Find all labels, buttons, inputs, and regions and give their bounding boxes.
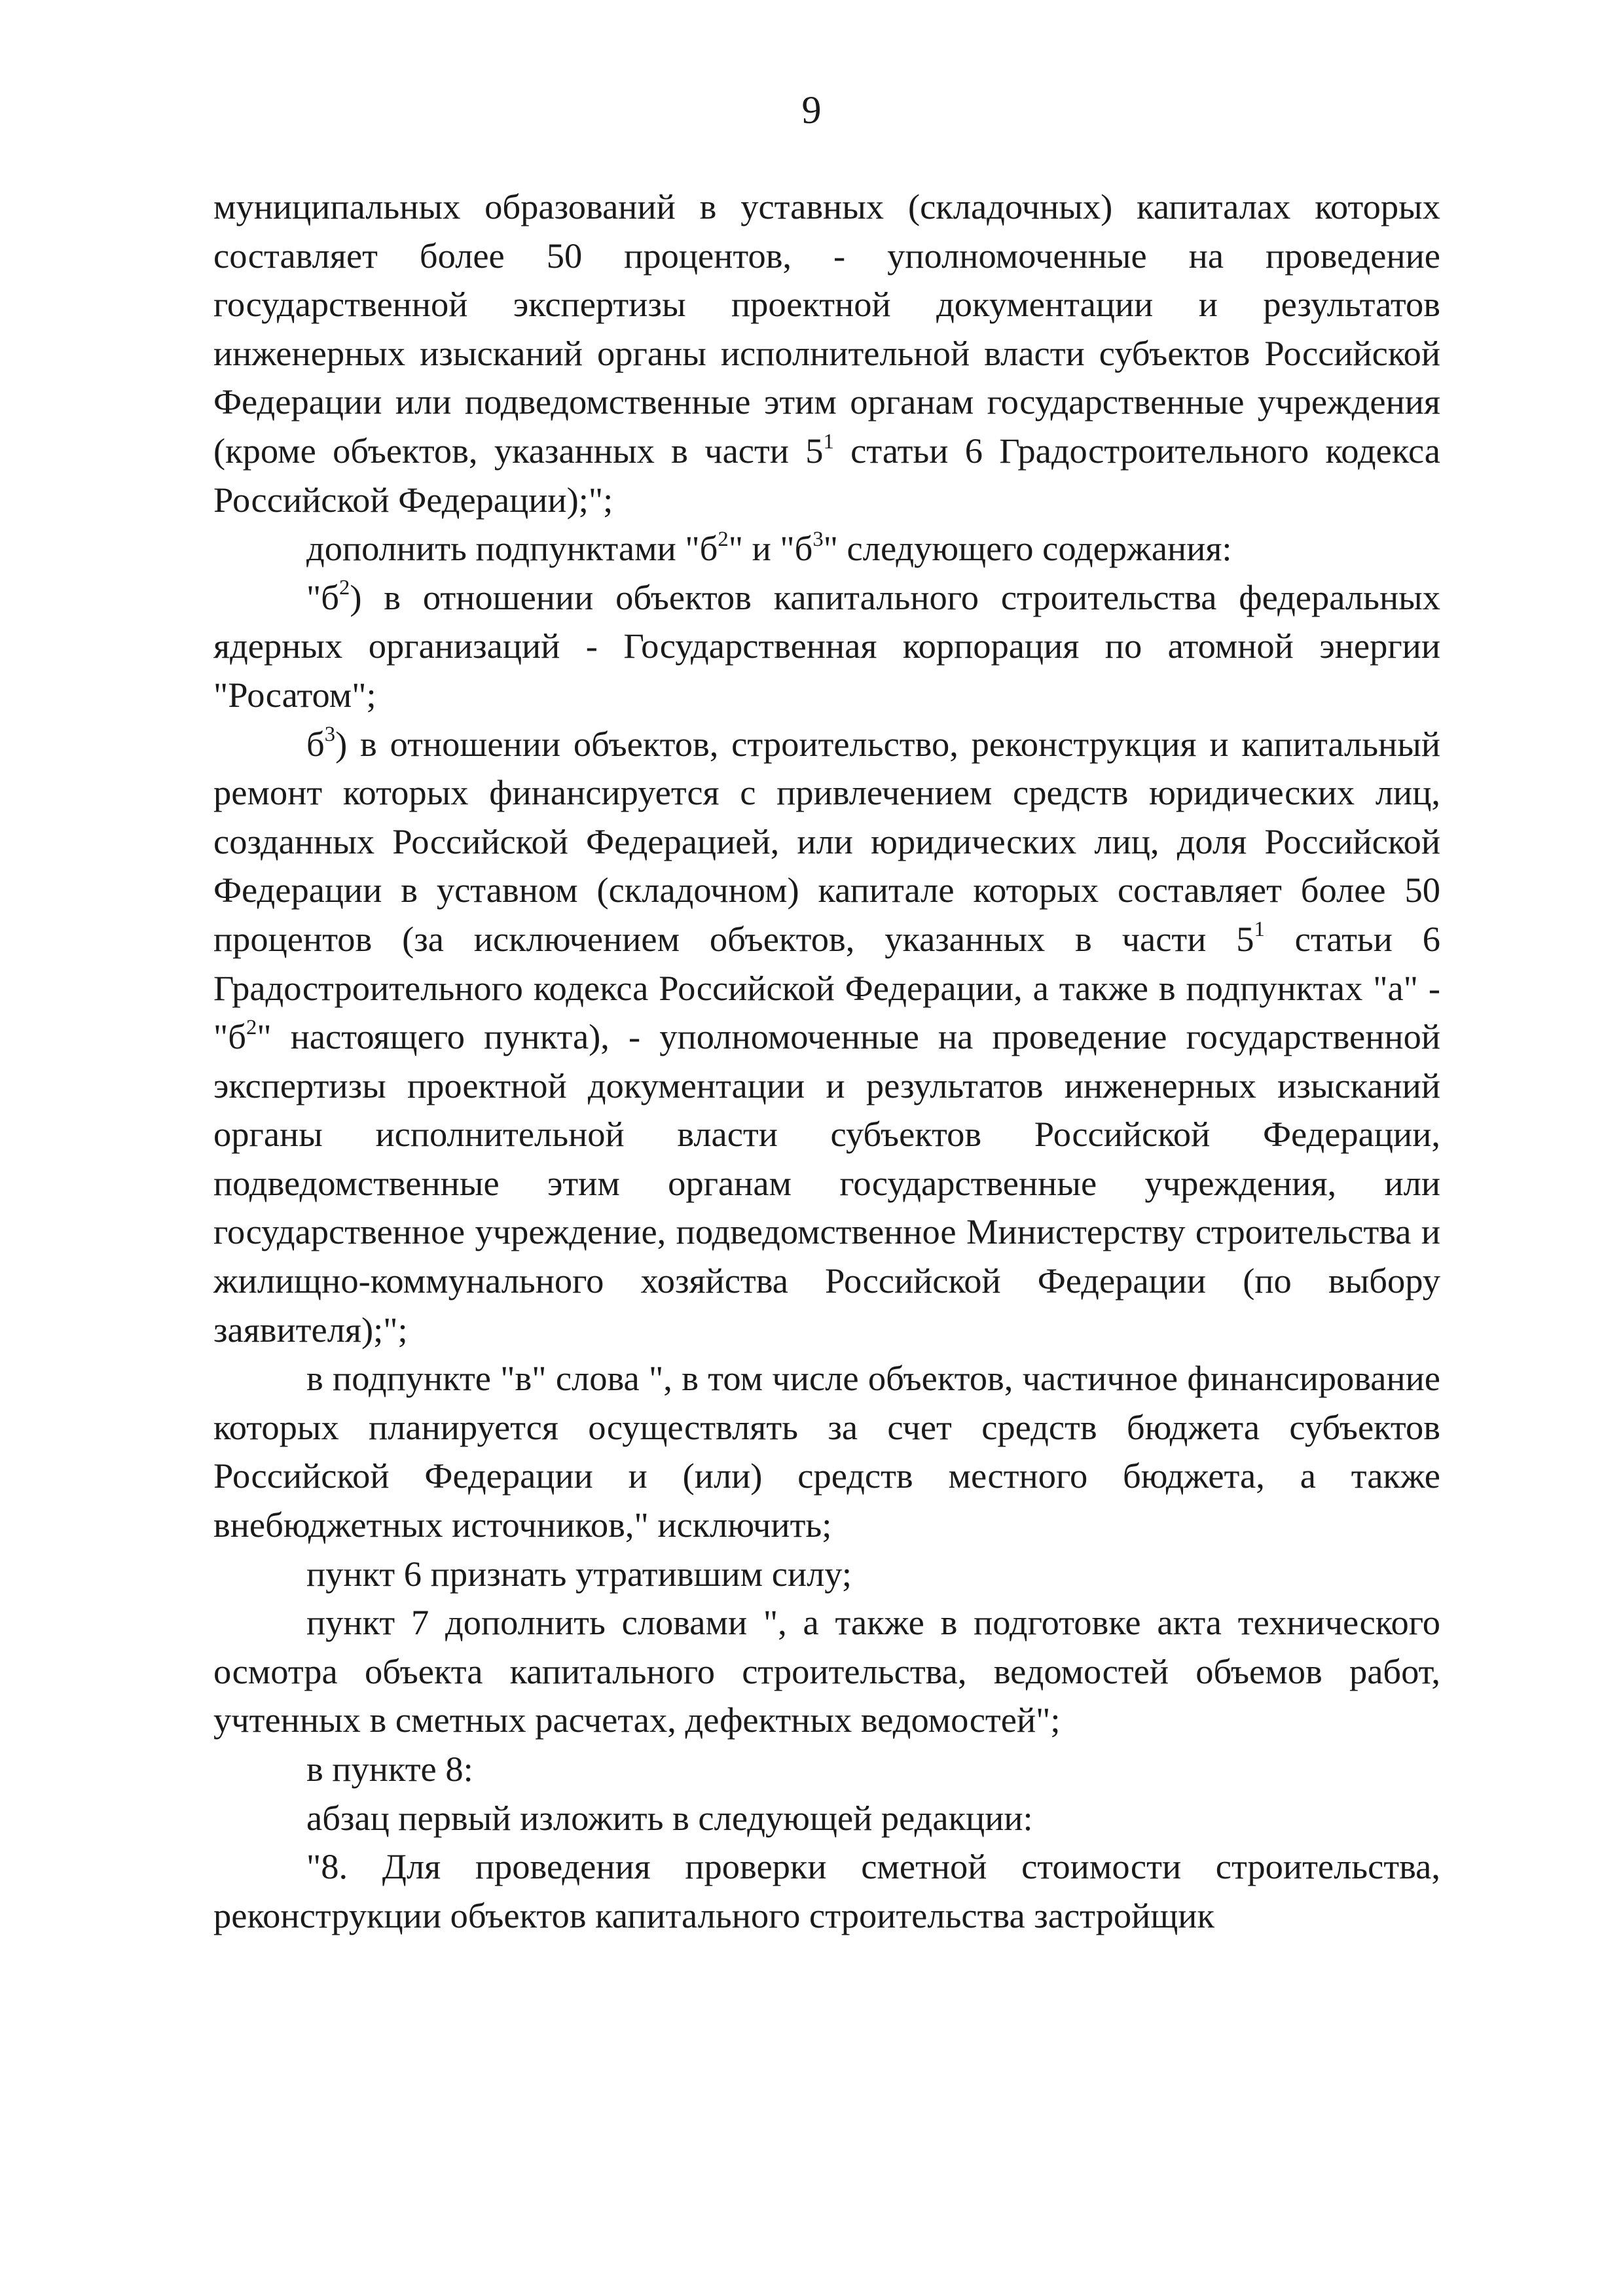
page-number: 9: [801, 88, 822, 132]
text-segment: ) в отношении объектов капитального строительства федеральных ядерных организаций - Государственная корпорация по атомной энергии "Росатом";: [213, 577, 1440, 715]
paragraph-9: абзац первый изложить в следующей редакции:: [306, 1797, 1033, 1838]
superscript: 3: [812, 527, 824, 551]
paragraph-1-end: статьи 6 Градостроительного кодекса Российской Федерации);";: [213, 430, 1440, 520]
text-segment: " следующего содержания:: [823, 528, 1232, 569]
superscript: 2: [338, 576, 350, 600]
paragraph-1-text: муниципальных образований в уставных (складочных) капиталах которых составляет более 50 процентов, - уполномоченные на проведение государственной экспертизы проектной документации и результатов инженерных изысканий органы исполнительной власти субъектов Российской Федерации или подведомственные этим органам государственные учреждения (кроме объектов, указанных в части 5: [213, 187, 1440, 471]
paragraph-1: [213, 183, 1440, 524]
text-segment: статьи 6 Градостроительного кодекса Российской Федерации, а также в подпунктах "а" - "б: [213, 918, 1440, 1057]
superscript: 1: [1254, 918, 1265, 942]
paragraph-8: в пункте 8:: [306, 1749, 473, 1789]
superscript: 3: [324, 723, 336, 747]
text-segment: " настоящего пункта), - уполномоченные на проведение государственной экспертизы проектной документации и результатов инженерных изысканий органы исполнительной власти субъектов Российской Федерации, подведомственные этим органам государственные учреждения, или государственное учреждение, подведомственное Министерству строительства и жилищно-коммунального хозяйства Российской Федерации (по выбору заявителя);";: [213, 1016, 1440, 1350]
paragraph-3: [213, 573, 1440, 720]
superscript: 1: [823, 429, 834, 454]
text-segment: б: [306, 723, 325, 764]
text-segment: ) в отношении объектов, строительство, реконструкция и капитальный ремонт которых финансируется с привлечением средств юридических лиц, созданных Российской Федерацией, или юридических лиц, доля Российской Федерации в уставном (складочном) капитале которых составляет более 50 процентов (за исключением объектов, указанных в части 5: [213, 723, 1440, 959]
document-body: [213, 183, 1440, 1940]
paragraph-5: в подпункте "в" слова ", в том числе объектов, частичное финансирование которых планируется осуществлять за счет средств бюджета субъектов Российской Федерации и (или) средств местного бюджета, а также внебюджетных источников," исключить;: [213, 1358, 1440, 1545]
paragraph-4: [213, 720, 1440, 1355]
text-segment: "б: [306, 577, 339, 617]
superscript: 2: [246, 1015, 257, 1039]
paragraph-2: [213, 524, 1440, 573]
paragraph-10: "8. Для проведения проверки сметной стоимости строительства, реконструкции объектов капитального строительства застройщик: [213, 1846, 1440, 1935]
paragraph-7: пункт 7 дополнить словами ", а также в подготовке акта технического осмотра объекта капитального строительства, ведомостей объемов работ, учтенных в сметных расчетах, дефектных ведомостей";: [213, 1602, 1440, 1740]
superscript: 2: [718, 527, 729, 551]
text-segment: дополнить подпунктами "б: [306, 528, 718, 569]
paragraph-6: пункт 6 признать утратившим силу;: [306, 1553, 852, 1594]
text-segment: " и "б: [728, 528, 813, 569]
